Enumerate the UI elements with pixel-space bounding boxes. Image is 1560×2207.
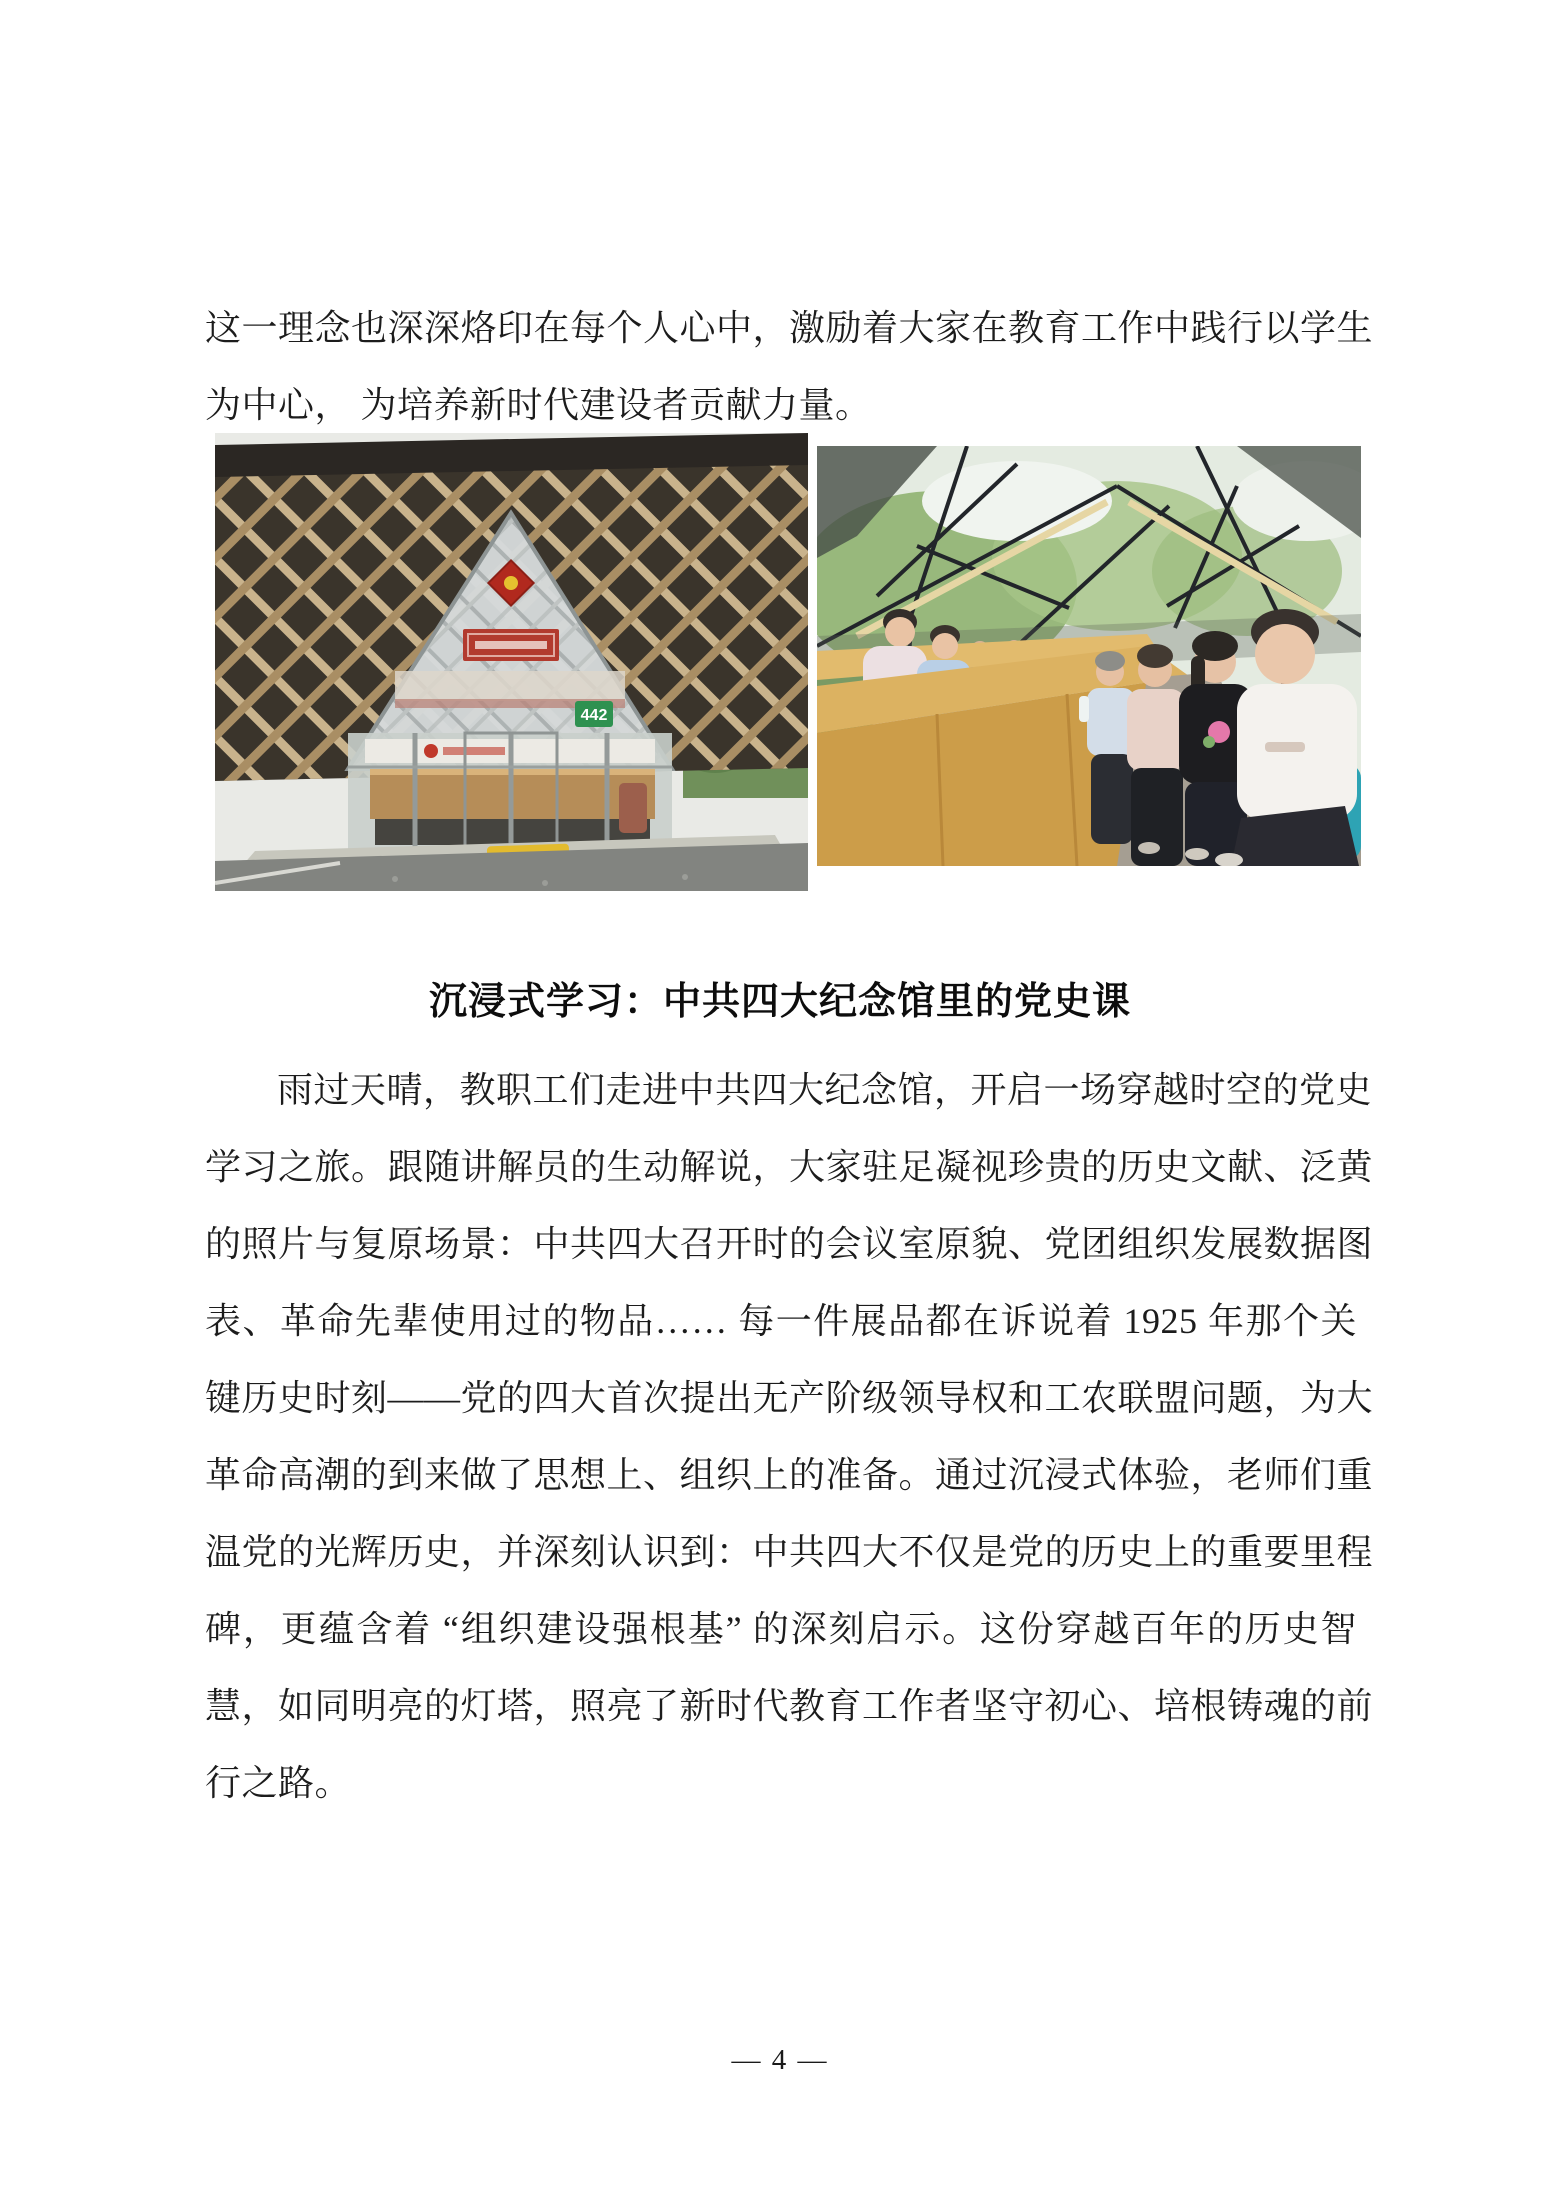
page-number: — 4 —	[731, 2044, 829, 2076]
trash-bin	[619, 783, 647, 833]
paragraph-main	[205, 1052, 1374, 1822]
text-line: 表、革命先辈使用过的物品…… 每一件展品都在诉说着 1925 年那个关	[205, 1301, 1357, 1341]
svg-text:442: 442	[580, 707, 608, 724]
text-line: 碑，更蕴含着 “组织建设强根基” 的深刻启示。这份穿越百年的历史智	[205, 1609, 1357, 1649]
text-line: 的照片与复原场景：中共四大召开时的会议室原貌、党团组织发展数据图	[205, 1224, 1374, 1264]
text-line: 慧，如同明亮的灯塔，照亮了新时代教育工作者坚守初心、培根铸魂的前	[205, 1686, 1374, 1726]
text-line: 行之路。	[205, 1763, 352, 1803]
text-line: 革命高潮的到来做了思想上、组织上的准备。通过沉浸式体验，老师们重	[205, 1455, 1374, 1495]
photo-memorial-entrance-graphic	[215, 433, 808, 891]
paragraph-continuation	[205, 290, 1374, 444]
water-bottle	[1079, 696, 1089, 722]
glass-entrance	[348, 733, 672, 853]
photo-memorial-entrance	[215, 433, 808, 891]
text-line: 这一理念也深深烙印在每个人心中，激励着大家在教育工作中践行以学生	[205, 308, 1374, 348]
green-number-sign	[575, 701, 613, 727]
text-line: 雨过天晴，教职工们走进中共四大纪念馆，开启一场穿越时空的党史	[277, 1070, 1373, 1110]
section-heading: 沉浸式学习：中共四大纪念馆里的党史课	[428, 981, 1131, 1023]
text-line: 学习之旅。跟随讲解员的生动解说，大家驻足凝视珍贵的历史文献、泛黄	[205, 1147, 1374, 1187]
photo-pavilion-group	[817, 446, 1361, 866]
text-line: 为中心， 为培养新时代建设者贡献力量。	[205, 385, 872, 425]
photo-pavilion-group-graphic	[817, 446, 1361, 866]
red-plaque	[463, 629, 559, 661]
text-line: 温党的光辉历史，并深刻认识到：中共四大不仅是党的历史上的重要里程	[205, 1532, 1374, 1572]
text-line: 键历史时刻——党的四大首次提出无产阶级领导权和工农联盟问题，为大	[205, 1378, 1374, 1418]
